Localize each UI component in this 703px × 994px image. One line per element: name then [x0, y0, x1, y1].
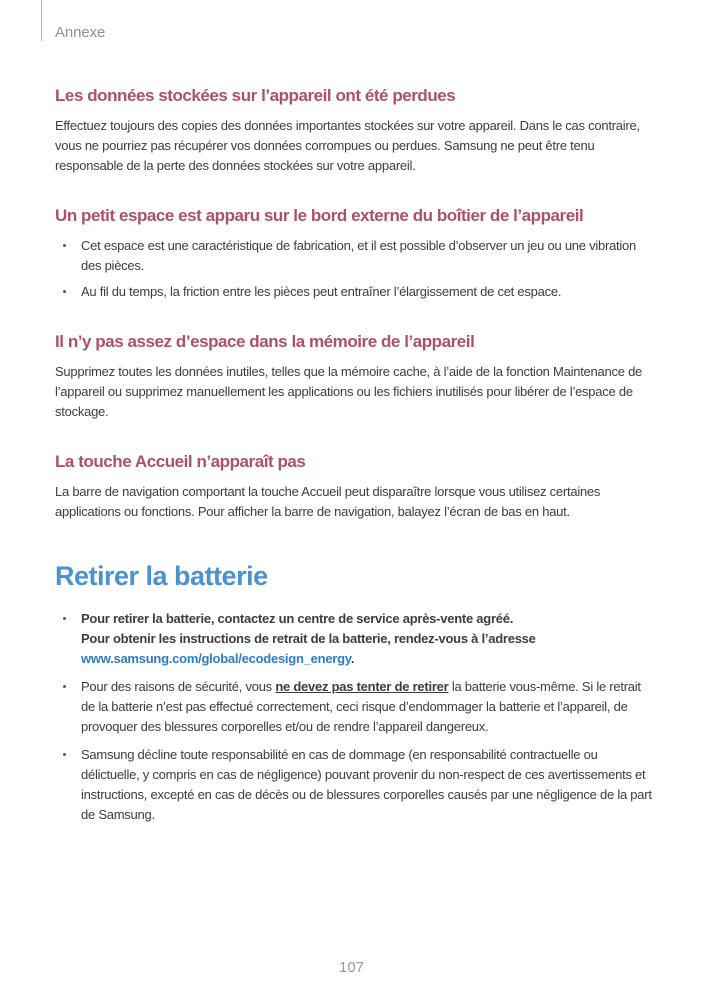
ecodesign-url-link[interactable]: www.samsung.com/global/ecodesign_energy: [81, 651, 351, 666]
text-segment: Pour obtenir les instructions de retrait de la batterie, rendez-vous à l’adresse: [81, 631, 536, 646]
list-item: [55, 745, 655, 825]
section-heading: Il n’y pas assez d’espace dans la mémoire de l’appareil: [55, 332, 475, 351]
section-data-lost: [55, 85, 655, 176]
section-paragraph: Effectuez toujours des copies des données importantes stockées sur votre appareil. Dans le cas contraire, vous ne pourriez pas récupérer vos données corrompues ou perdues. Samsung ne peut être tenu responsable de la perte des données stockées sur votre appareil.: [55, 118, 640, 173]
text-segment: Cet espace est une caractéristique de fabrication, et il est possible d’observer un jeu ou une vibration des pièces.: [81, 238, 637, 273]
list-item: [55, 609, 655, 669]
text-segment: Samsung décline toute responsabilité en cas de dommage (en responsabilité contractuelle ou délictuelle, y compris en cas de négligence) pouvant provenir du non-respect de ces avertissements et instructions, excepté en cas de décès ou de blessures corporelles causés par une négligence de la part de Samsung.: [81, 747, 652, 822]
section-paragraph: La barre de navigation comportant la touche Accueil peut disparaître lorsque vous utilisez certaines applications ou fonctions. Pour afficher la barre de navigation, balayez l’écran de bas en haut.: [55, 484, 601, 519]
header-divider: [41, 0, 42, 41]
list-item: [55, 282, 655, 302]
bullet-list: [55, 236, 655, 302]
bullet-list: [55, 609, 655, 825]
text-segment: la batterie vous-même. Si le retrait de la batterie n’est pas effectué correctement, ceci risque d’endommager la batterie et l’appareil, de provoquer des blessures corporelles et/ou de rendre l’appareil dangereux.: [81, 679, 641, 734]
text-segment: Au fil du temps, la friction entre les pièces peut entraîner l’élargissement de cet espace.: [81, 284, 562, 299]
breadcrumb: Annexe: [55, 24, 106, 41]
section-home-key-missing: [55, 451, 655, 522]
text-segment: Pour des raisons de sécurité, vous: [81, 679, 276, 694]
page-number: 107: [338, 959, 365, 976]
list-item: [55, 236, 655, 276]
text-segment: ne devez pas tenter de retirer: [275, 679, 449, 694]
section-heading: Les données stockées sur l’appareil ont été perdues: [55, 86, 456, 105]
section-heading: Un petit espace est apparu sur le bord externe du boîtier de l’appareil: [55, 206, 584, 225]
section-not-enough-memory: [55, 331, 655, 422]
list-item: [55, 677, 655, 737]
section-heading: La touche Accueil n’apparaît pas: [55, 452, 306, 471]
chapter-heading: Retirer la batterie: [55, 561, 268, 591]
section-paragraph: Supprimez toutes les données inutiles, telles que la mémoire cache, à l’aide de la fonction Maintenance de l’appareil ou supprimez manuellement les applications ou les fichiers inutilisés pour libérer de l’espace de stockage.: [55, 364, 643, 419]
section-gap-housing: [55, 205, 655, 302]
text-segment: Pour retirer la batterie, contactez un centre de service après-vente agréé.: [81, 611, 514, 626]
chapter-remove-battery: [55, 560, 655, 825]
text-segment: .: [350, 651, 355, 666]
